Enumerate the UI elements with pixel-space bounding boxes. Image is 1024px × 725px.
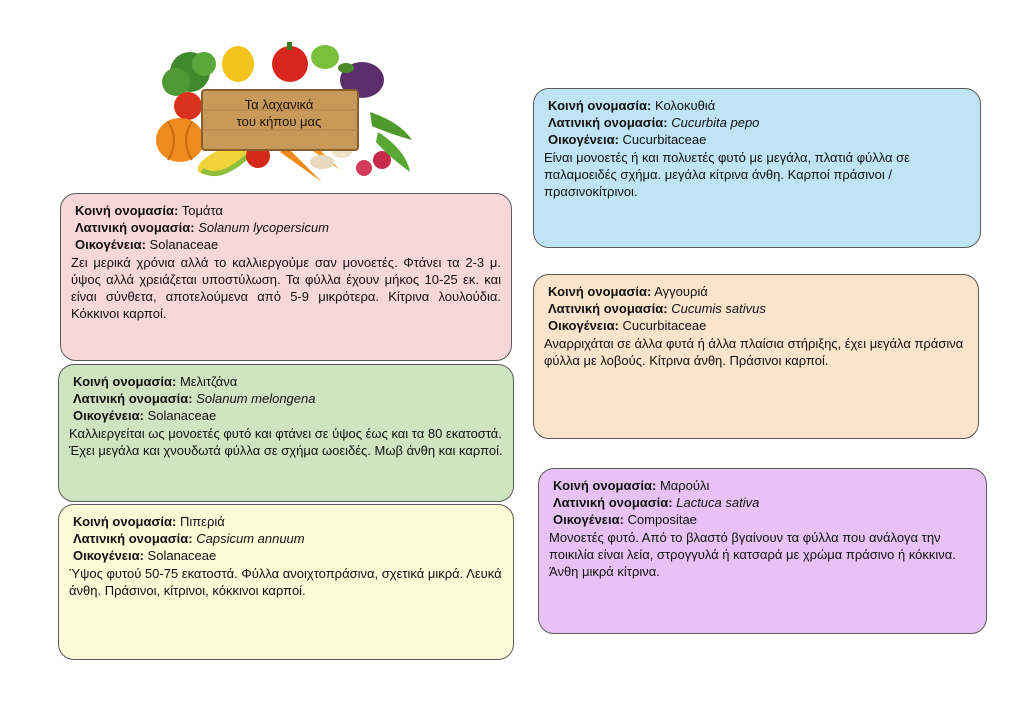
family-label: Οικογένεια:	[73, 408, 144, 423]
latin-name-row	[544, 300, 968, 317]
family-row	[71, 236, 501, 253]
latin-name-label: Λατινική ονομασία:	[548, 301, 668, 316]
latin-name-value: Lactuca sativa	[676, 495, 760, 510]
family-label: Οικογένεια:	[548, 318, 619, 333]
description: Ύψος φυτού 50-75 εκατοστά. Φύλλα ανοιχτοπράσινα, σχετικά μικρά. Λευκά άνθη. Πράσινοι, κίτρινοι, κόκκινοι καρποί.	[69, 566, 502, 598]
description: Ζει μερικά χρόνια αλλά το καλλιεργούμε σαν μονοετές. Φτάνει τα 2-3 μ. ύψος αλλά χρειάζεται υποστύλωση. Τα φύλλα έχουν μήκος 10-25 εκ. και είναι σύνθετα, αποτελούμενα από 5-9 μικρότερα. Κίτρινα λουλούδια. Κόκκινοι καρποί.	[71, 255, 501, 321]
latin-name-value: Cucumis sativus	[671, 301, 766, 316]
family-label: Οικογένεια:	[548, 132, 619, 147]
title-line-1: Τα λαχανικά	[244, 97, 314, 112]
family-value: Solanaceae	[149, 237, 219, 252]
family-row	[544, 131, 970, 148]
family-value: Solanaceae	[147, 548, 217, 563]
latin-name-row	[71, 219, 501, 236]
latin-name-label: Λατινική ονομασία:	[548, 115, 668, 130]
latin-name-label: Λατινική ονομασία:	[73, 531, 193, 546]
common-name-value: Τομάτα	[181, 203, 223, 218]
common-name-label: Κοινή ονομασία:	[548, 98, 652, 113]
page-title	[205, 96, 353, 130]
latin-name-row	[544, 114, 970, 131]
family-value: Cucurbitaceae	[622, 318, 707, 333]
latin-name-value: Capsicum annuum	[196, 531, 305, 546]
family-row	[544, 317, 968, 334]
card-lettuce	[538, 468, 987, 634]
family-value: Solanaceae	[147, 408, 217, 423]
latin-name-label: Λατινική ονομασία:	[73, 391, 193, 406]
description: Αναρριχάται σε άλλα φυτά ή άλλα πλαίσια στήριξης, έχει μεγάλα πράσινα φύλλα με λοβούς. Κίτρινα άνθη. Πράσινοι καρποί.	[544, 336, 964, 368]
common-name-label: Κοινή ονομασία:	[553, 478, 657, 493]
family-label: Οικογένεια:	[73, 548, 144, 563]
description: Μονοετές φυτό. Από το βλαστό βγαίνουν τα φύλλα που ανάλογα την ποικιλία είναι λεία, στρογγυλά ή κατσαρά με χρώμα πράσινο ή κόκκινα. Άνθη μικρά κίτρινα.	[549, 530, 956, 579]
common-name-row	[544, 97, 970, 114]
family-label: Οικογένεια:	[75, 237, 146, 252]
family-value: Cucurbitaceae	[622, 132, 707, 147]
card-zucchini	[533, 88, 981, 248]
card-tomato	[60, 193, 512, 361]
common-name-value: Μαρούλι	[659, 478, 710, 493]
latin-name-row	[549, 494, 976, 511]
latin-name-value: Solanum lycopersicum	[198, 220, 330, 235]
common-name-value: Αγγουριά	[654, 284, 708, 299]
latin-name-value: Solanum melongena	[196, 391, 316, 406]
latin-name-label: Λατινική ονομασία:	[75, 220, 195, 235]
common-name-label: Κοινή ονομασία:	[548, 284, 652, 299]
family-value: Compositae	[627, 512, 697, 527]
common-name-row	[69, 373, 503, 390]
common-name-row	[544, 283, 968, 300]
common-name-label: Κοινή ονομασία:	[73, 374, 177, 389]
description: Καλλιεργείται ως μονοετές φυτό και φτάνει σε ύψος έως και τα 80 εκατοστά. Έχει μεγάλα και χνουδωτά φύλλα σε σχήμα ωοειδές. Μωβ άνθη και καρποί.	[69, 426, 503, 458]
latin-name-row	[69, 390, 503, 407]
title-line-2: του κήπου μας	[236, 114, 322, 129]
latin-name-row	[69, 530, 503, 547]
latin-name-label: Λατινική ονομασία:	[553, 495, 673, 510]
family-row	[549, 511, 976, 528]
common-name-value: Κολοκυθιά	[654, 98, 716, 113]
common-name-label: Κοινή ονομασία:	[73, 514, 177, 529]
common-name-value: Μελιτζάνα	[179, 374, 238, 389]
common-name-value: Πιπεριά	[179, 514, 225, 529]
common-name-row	[71, 202, 501, 219]
family-row	[69, 547, 503, 564]
latin-name-value: Cucurbita pepo	[671, 115, 760, 130]
card-cucumber	[533, 274, 979, 439]
family-row	[69, 407, 503, 424]
card-pepper	[58, 504, 514, 660]
common-name-row	[69, 513, 503, 530]
common-name-label: Κοινή ονομασία:	[75, 203, 179, 218]
common-name-row	[549, 477, 976, 494]
description: Είναι μονοετές ή και πολυετές φυτό με μεγάλα, πλατιά φύλλα σε παλαμοειδές σχήμα. μεγάλα κίτρινα άνθη. Καρποί πράσινοι / πρασινοκίτρινοι.	[544, 150, 910, 199]
card-eggplant	[58, 364, 514, 502]
family-label: Οικογένεια:	[553, 512, 624, 527]
